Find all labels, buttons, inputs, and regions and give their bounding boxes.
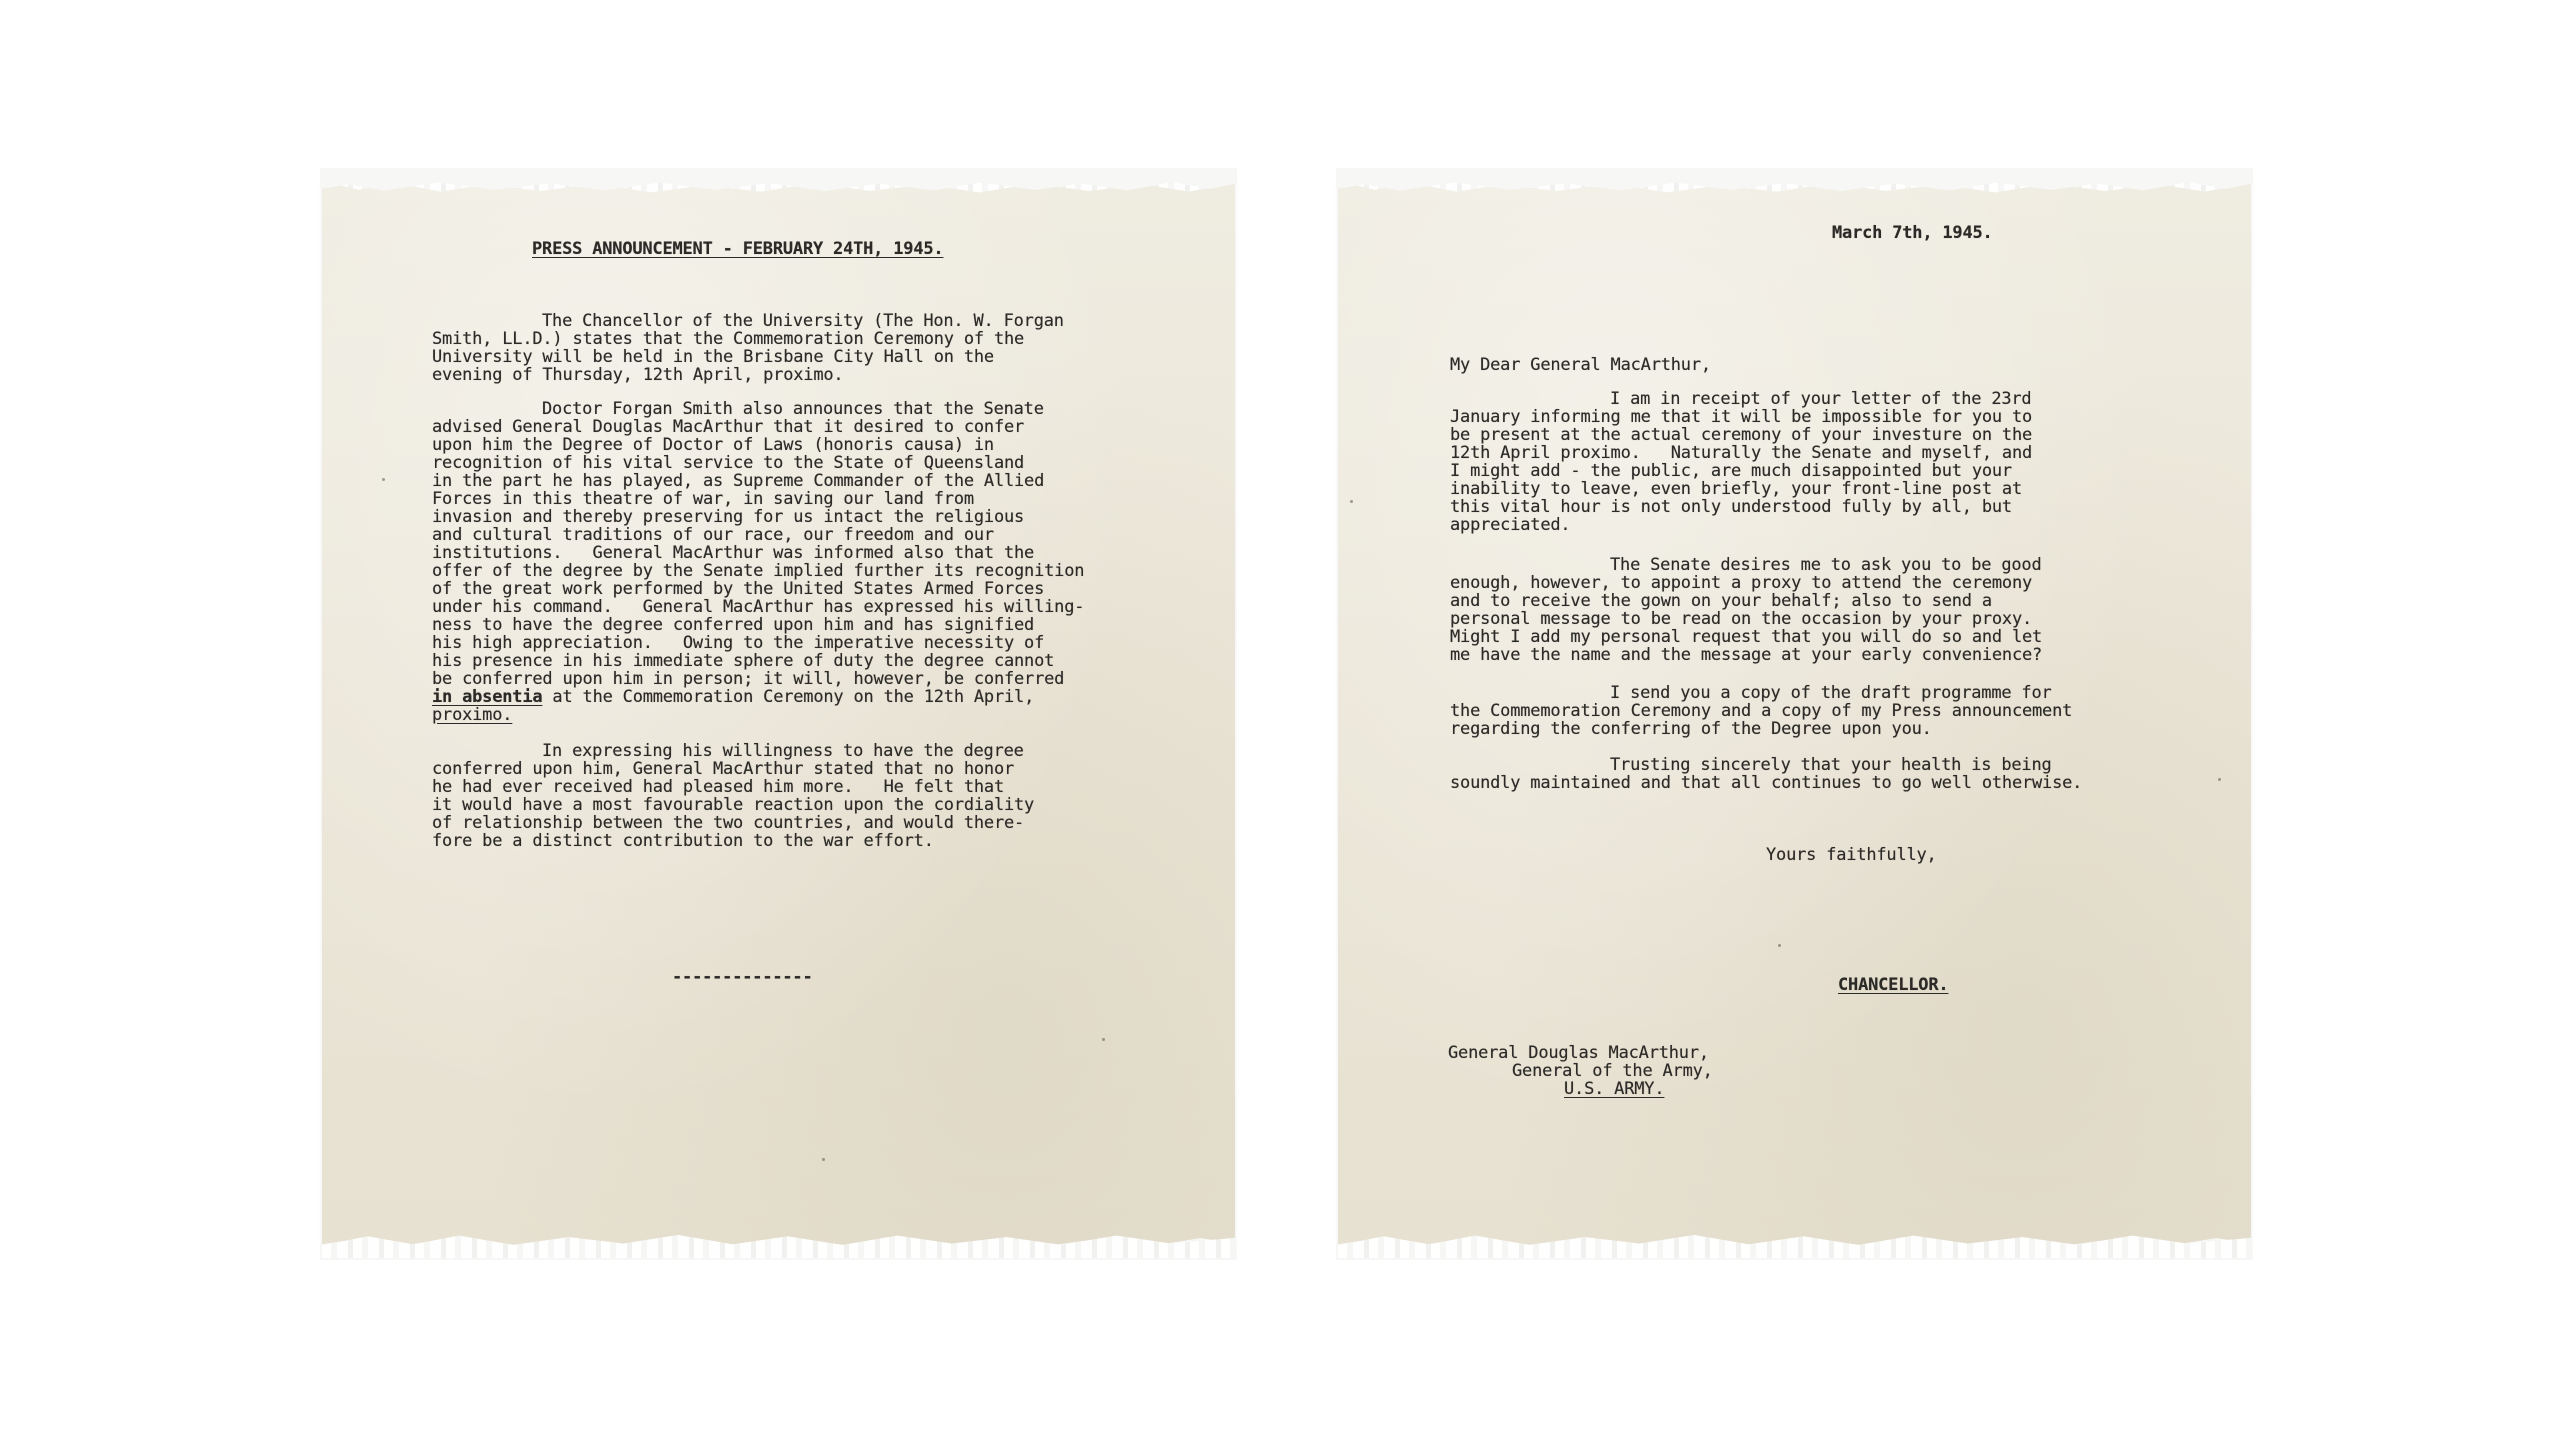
text-line: advised General Douglas MacArthur that it desired to confer bbox=[432, 417, 1025, 437]
text-line-with-underline bbox=[432, 688, 1034, 706]
text-line: Forces in this theatre of war, in saving our land from bbox=[432, 489, 974, 509]
paper-speck bbox=[382, 478, 385, 481]
text-line: enough, however, to appoint a proxy to attend the ceremony bbox=[1450, 573, 2033, 593]
right-page-text bbox=[1338, 178, 2251, 1248]
text-line: and cultural traditions of our race, our freedom and our bbox=[432, 525, 994, 545]
text-line: I am in receipt of your letter of the 23rd bbox=[1610, 389, 2032, 409]
text-line: this vital hour is not only understood fully by all, but bbox=[1450, 497, 2012, 517]
text-line: I send you a copy of the draft programme for bbox=[1610, 683, 2052, 703]
text-line: In expressing his willingness to have the degree bbox=[542, 741, 1024, 761]
address-line: General of the Army, bbox=[1512, 1061, 1713, 1081]
text-line: Doctor Forgan Smith also announces that the Senate bbox=[542, 399, 1044, 419]
in-absentia-text: in absentia bbox=[432, 687, 543, 707]
text-line: of the great work performed by the United States Armed Forces bbox=[432, 579, 1045, 599]
text-line: offer of the degree by the Senate implied further its recognition bbox=[432, 561, 1085, 581]
text-line: he had ever received had pleased him more. He felt that bbox=[432, 777, 1004, 797]
text-line: be conferred upon him in person; it will, however, be conferred bbox=[432, 669, 1065, 689]
paper-speck bbox=[1102, 1038, 1105, 1041]
paper-speck bbox=[2218, 778, 2221, 781]
left-page-text bbox=[322, 178, 1235, 1248]
text-line: of relationship between the two countries, and would there- bbox=[432, 813, 1025, 833]
text-line: ness to have the degree conferred upon him and has signified bbox=[432, 615, 1035, 635]
left-document-page bbox=[322, 178, 1235, 1248]
paper-speck bbox=[822, 1158, 825, 1161]
text-line: evening of Thursday, 12th April, proximo. bbox=[432, 365, 844, 385]
text-line: invasion and thereby preserving for us intact the religious bbox=[432, 507, 1025, 527]
right-document-page bbox=[1338, 178, 2251, 1248]
text-line: soundly maintained and that all continues to go well otherwise. bbox=[1450, 773, 2083, 793]
press-announcement-heading: PRESS ANNOUNCEMENT - FEBRUARY 24TH, 1945. bbox=[532, 239, 944, 259]
letter-date: March 7th, 1945. bbox=[1832, 223, 1993, 243]
text-line: me have the name and the message at your early convenience? bbox=[1450, 645, 2043, 665]
paper-speck bbox=[1778, 944, 1781, 947]
text-line: in the part he has played, as Supreme Commander of the Allied bbox=[432, 471, 1045, 491]
salutation: My Dear General MacArthur, bbox=[1450, 355, 1711, 375]
text-line: Might I add my personal request that you will do so and let bbox=[1450, 627, 2043, 647]
text-line: January informing me that it will be impossible for you to bbox=[1450, 407, 2033, 427]
text-fragment: at the Commemoration Ceremony on the 12th April, bbox=[542, 687, 1035, 707]
text-line: the Commemoration Ceremony and a copy of my Press announcement bbox=[1450, 701, 2073, 721]
letter-closing: Yours faithfully, bbox=[1766, 845, 1937, 865]
text-line: and to receive the gown on your behalf; also to send a bbox=[1450, 591, 1992, 611]
text-line: institutions. General MacArthur was informed also that the bbox=[432, 543, 1035, 563]
text-line: recognition of his vital service to the State of Queensland bbox=[432, 453, 1025, 473]
text-line: Smith, LL.D.) states that the Commemoration Ceremony of the bbox=[432, 329, 1025, 349]
text-line: The Chancellor of the University (The Hon. W. Forgan bbox=[542, 311, 1064, 331]
text-line: appreciated. bbox=[1450, 515, 1571, 535]
address-line: U.S. ARMY. bbox=[1564, 1079, 1665, 1099]
text-line: inability to leave, even briefly, your front-line post at bbox=[1450, 479, 2022, 499]
text-line: be present at the actual ceremony of your investure on the bbox=[1450, 425, 2033, 445]
text-line: The Senate desires me to ask you to be good bbox=[1610, 555, 2042, 575]
text-line: fore be a distinct contribution to the war effort. bbox=[432, 831, 934, 851]
divider-rule: -------------- bbox=[672, 967, 813, 987]
paper-speck bbox=[1350, 500, 1353, 503]
text-line: regarding the conferring of the Degree upon you. bbox=[1450, 719, 1932, 739]
text-line: upon him the Degree of Doctor of Laws (honoris causa) in bbox=[432, 435, 994, 455]
text-line: his high appreciation. Owing to the imperative necessity of bbox=[432, 633, 1045, 653]
text-line: personal message to be read on the occasion by your proxy. bbox=[1450, 609, 2033, 629]
text-line: University will be held in the Brisbane City Hall on the bbox=[432, 347, 994, 367]
text-line: his presence in his immediate sphere of duty the degree cannot bbox=[432, 651, 1055, 671]
text-line: 12th April proximo. Naturally the Senate and myself, and bbox=[1450, 443, 2033, 463]
text-line: proximo. bbox=[432, 705, 513, 725]
text-line: it would have a most favourable reaction upon the cordiality bbox=[432, 795, 1035, 815]
text-line: I might add - the public, are much disappointed but your bbox=[1450, 461, 2012, 481]
address-line: General Douglas MacArthur, bbox=[1448, 1043, 1709, 1063]
text-line: under his command. General MacArthur has expressed his willing- bbox=[432, 597, 1085, 617]
chancellor-signature: CHANCELLOR. bbox=[1838, 975, 1949, 995]
text-line: conferred upon him, General MacArthur stated that no honor bbox=[432, 759, 1015, 779]
text-line: Trusting sincerely that your health is being bbox=[1610, 755, 2052, 775]
